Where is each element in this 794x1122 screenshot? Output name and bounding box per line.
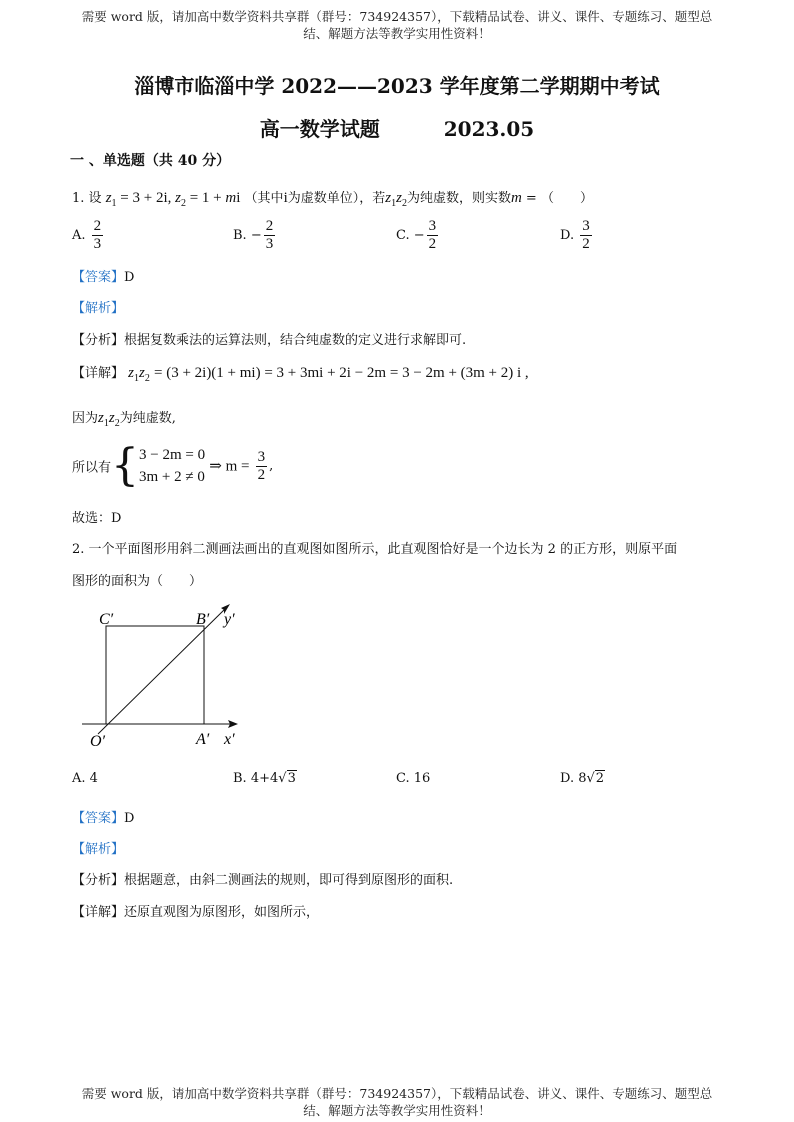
q1-i-char: i — [236, 190, 241, 206]
q2-answer-value: D — [124, 811, 135, 826]
q1-number: 1. 设 — [72, 191, 102, 206]
q1-result-fraction — [256, 449, 268, 484]
q1-option-c — [396, 218, 440, 253]
q1-option-c-sign: − — [413, 228, 425, 243]
q1-result-num: 3 — [257, 448, 266, 465]
q2-option-c: C. 16 — [396, 771, 431, 786]
q1-option-d-den: 2 — [582, 236, 590, 252]
header-banner-line1: 需要 word 版，请加高中数学资料共享群（群号：734924357），下载精品试卷、讲义、课件、专题练习、题型总 — [81, 9, 713, 24]
q1-option-b-fraction — [264, 218, 276, 253]
q1-option-d — [560, 218, 594, 253]
q1-detail-expr: = (3 + 2i)(1 + mi) = 3 + 3mi + 2i − 2m = 3 − 2m + (3m + 2) i , — [153, 365, 529, 381]
q2-option-a: A. 4 — [72, 771, 98, 786]
q1-result-den: 2 — [257, 466, 266, 483]
q1-because-pre: 因为 — [72, 411, 99, 426]
q1-option-a-den: 3 — [93, 236, 102, 252]
q1-z1z2-a: z — [385, 190, 392, 206]
q1-option-a-num: 2 — [93, 218, 102, 234]
q1-option-b-label: B. — [233, 228, 247, 243]
q1-comma: , — [269, 458, 274, 474]
q1-option-a — [72, 218, 105, 253]
square-figure — [106, 626, 204, 724]
q2-fenxi-tag: 【分析】 — [72, 873, 125, 888]
q2-option-b-label: B. 4+4 — [233, 771, 279, 786]
question-1-stem: 1. 设 $z_1 = 3 + 2i$, $z_2 = 1$ + mi （其中i为虚数单位），若$z_1z_2$为纯虚数，则实数m = （ ） — [72, 190, 593, 209]
q1-system-eq2: 3m + 2 ≠ 0 — [139, 469, 205, 485]
q1-option-c-num: 3 — [428, 218, 437, 234]
q1-option-a-fraction — [92, 218, 104, 253]
q2-detail — [72, 901, 319, 920]
sqrt-symbol: √ — [278, 771, 287, 786]
q1-fenxi-text: 根据复数乘法的运算法则，结合纯虚数的定义进行求解即可. — [124, 333, 467, 348]
question-2-stem-line1: 2. 一个平面图形用斜二测画法画出的直观图如图所示，此直观图恰好是一个边长为 2 的正方形，则原平面 — [72, 542, 678, 557]
q2-fenxi — [72, 869, 453, 888]
q1-detail-tag: 【详解】 — [72, 366, 125, 381]
q1-option-c-fraction — [427, 218, 439, 253]
q1-answer-value: D — [124, 270, 135, 285]
header-banner — [0, 8, 794, 42]
q1-option-d-label: D. — [560, 228, 575, 243]
q1-fenxi-tag: 【分析】 — [72, 333, 125, 348]
label-b: B′ — [196, 611, 210, 628]
sqrt-symbol: √ — [586, 771, 595, 786]
q1-system-eq1: 3 − 2m = 0 — [139, 447, 206, 463]
label-c: C′ — [99, 611, 114, 628]
q1-text3: 为纯虚数，则实数 — [406, 191, 511, 206]
q1-z1z2-b: z — [396, 190, 402, 206]
q1-detail: 【详解】 $z_1z_2 = (3 + 2i)(1 + mi) = 3 + 3mi + 2i - 2m = 3 - 2m + (3m + 2)$ i , — [72, 365, 529, 384]
q2-option-b-root: 3 — [287, 771, 296, 786]
q1-option-b — [233, 218, 277, 253]
q1-option-a-label: A. — [72, 228, 86, 243]
q1-text1: （其中 — [244, 191, 284, 206]
q2-option-b — [233, 771, 297, 786]
q2-detail-text: 还原直观图为原图形，如图所示， — [124, 905, 320, 920]
q1-implies: ⇒ m = — [209, 458, 250, 475]
exam-date: 2023.05 — [443, 117, 535, 141]
q1-option-b-den: 3 — [265, 236, 274, 252]
q1-option-b-sign: − — [250, 228, 262, 243]
q1-answer-tag: 【答案】 — [72, 270, 125, 285]
label-a: A′ — [196, 731, 210, 748]
subject-title: 高一数学试题 — [259, 117, 380, 141]
q1-z2: z — [175, 190, 181, 206]
q1-m: m — [510, 190, 522, 206]
footer-banner — [0, 1085, 794, 1119]
label-x: x′ — [224, 731, 235, 748]
q1-option-c-den: 2 — [428, 236, 437, 252]
q2-option-d-label: D. 8 — [560, 771, 587, 786]
q1-z1: z — [105, 190, 112, 206]
q2-detail-tag: 【详解】 — [72, 905, 125, 920]
q1-i-symbol: i — [283, 190, 288, 206]
exam-subtitle — [0, 113, 794, 142]
section-heading: 一 、单选题（共 40 分） — [70, 153, 231, 169]
q1-option-b-num: 2 — [265, 218, 274, 234]
q2-analysis-tag: 【解析】 — [72, 842, 125, 857]
footer-banner-line2: 结、解题方法等教学实用性资料！ — [303, 1103, 491, 1118]
question-2-stem-line2: 图形的面积为（ ） — [72, 574, 203, 589]
q2-option-d — [560, 771, 605, 786]
q1-option-c-label: C. — [396, 228, 410, 243]
exam-title: 淄博市临淄中学 2022——2023 学年度第二学期期中考试 — [134, 74, 660, 98]
q1-text2: 为虚数单位），若 — [287, 191, 386, 206]
q1-option-d-num: 3 — [582, 218, 590, 234]
q1-text4: = （ ） — [521, 191, 593, 206]
q1-because-text: 为纯虚数, — [119, 411, 176, 426]
q1-because: 因为$z_1z_2$为纯虚数, — [72, 410, 176, 429]
q1-system — [72, 440, 274, 491]
q1-expr1: = 3 + 2i, — [116, 190, 176, 206]
brace-symbol: { — [111, 440, 140, 491]
q1-option-d-fraction — [580, 218, 592, 253]
q1-fenxi — [72, 329, 466, 348]
q2-fenxi-text: 根据题意，由斜二测画法的规则，即可得到原图形的面积. — [124, 873, 454, 888]
q1-so-pre: 所以有 — [72, 460, 112, 476]
label-o: O′ — [90, 733, 106, 750]
q1-choose: 故选：D — [72, 511, 122, 526]
q1-expr2: = 1 + — [185, 190, 226, 206]
q2-answer — [72, 807, 134, 826]
footer-banner-line1: 需要 word 版，请加高中数学资料共享群（群号：734924357），下载精品试卷、讲义、课件、专题练习、题型总 — [81, 1086, 713, 1101]
q1-answer — [72, 266, 134, 285]
q2-option-d-root: 2 — [595, 771, 605, 786]
header-banner-line2: 结、解题方法等教学实用性资料！ — [303, 26, 491, 41]
label-y: y′ — [224, 611, 235, 628]
q1-m-var: m — [225, 190, 237, 206]
q2-answer-tag: 【答案】 — [72, 811, 125, 826]
q1-analysis-tag: 【解析】 — [72, 301, 125, 316]
oblique-projection-figure — [72, 598, 252, 753]
